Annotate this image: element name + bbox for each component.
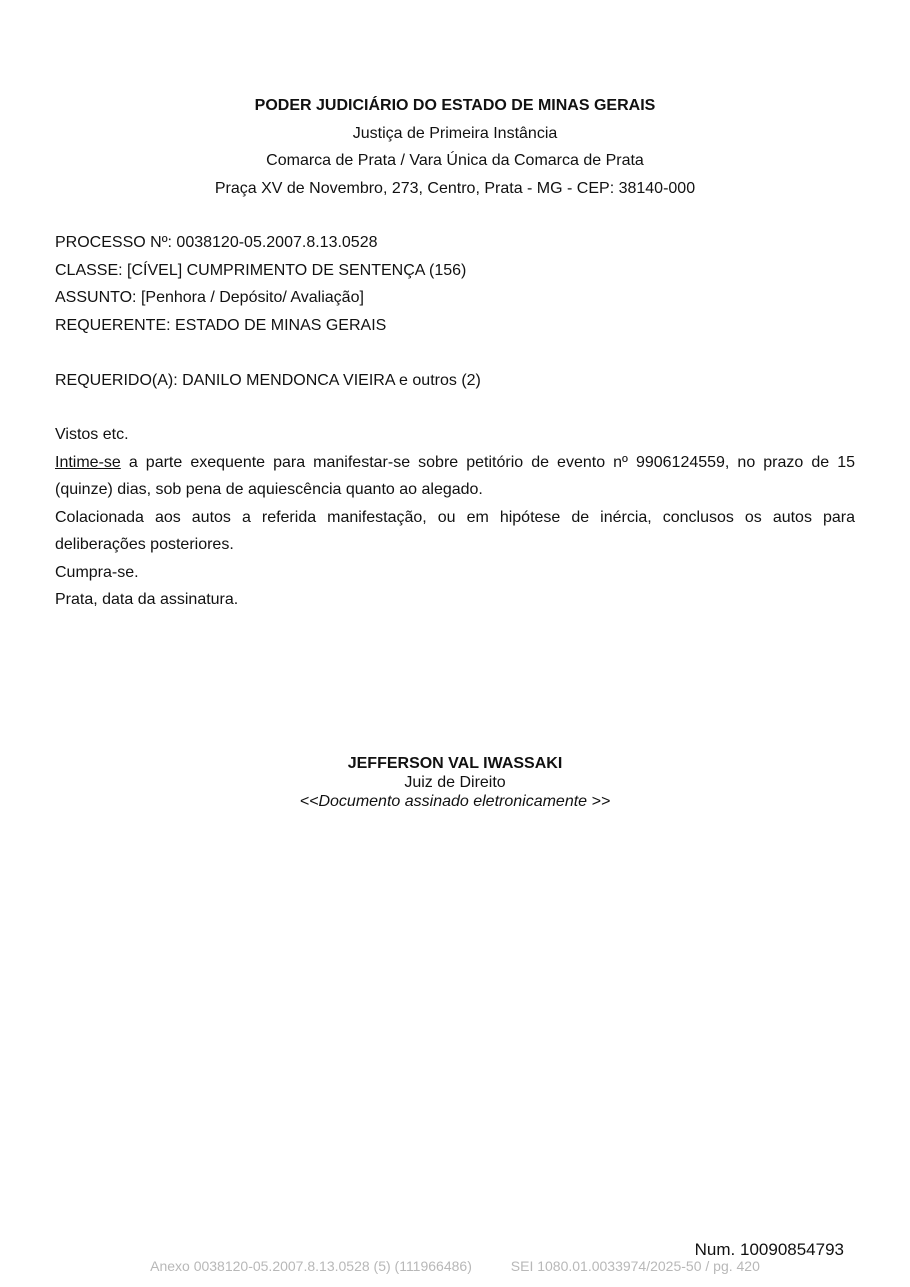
decision-body — [55, 421, 855, 614]
document-header — [0, 92, 910, 202]
judge-name: JEFFERSON VAL IWASSAKI — [347, 755, 563, 772]
intimation-text: a parte exequente para manifestar-se sobre petitório de evento nº 9906124559, no prazo de 15 (quinze) dias, sob pena de aquiescência quanto ao alegado. — [55, 453, 855, 498]
opening-line: Vistos etc. — [55, 426, 129, 443]
spacer — [55, 339, 855, 367]
sei-reference: SEI 1080.01.0033974/2025-50 / pg. 420 — [510, 1258, 760, 1274]
case-defendant: REQUERIDO(A): DANILO MENDONCA VIEIRA e outros (2) — [55, 371, 481, 389]
court-address: Praça XV de Novembro, 273, Centro, Prata - MG - CEP: 38140-000 — [214, 179, 696, 197]
court-name: PODER JUDICIÁRIO DO ESTADO DE MINAS GERAIS — [254, 97, 656, 114]
case-info — [55, 229, 855, 394]
electronic-signature-note: <<Documento assinado eletronicamente >> — [299, 793, 611, 810]
document-number: Num. 10090854793 — [694, 1240, 844, 1259]
conclusion-paragraph: Colacionada aos autos a referida manifestação, ou em hipótese de inércia, conclusos os autos para deliberações posteriores. — [55, 508, 855, 553]
place-date-line: Prata, data da assinatura. — [55, 591, 239, 608]
court-comarca: Comarca de Prata / Vara Única da Comarca de Prata — [266, 152, 644, 169]
intimation-keyword: Intime-se — [55, 453, 121, 471]
case-number: PROCESSO Nº: 0038120-05.2007.8.13.0528 — [55, 234, 378, 251]
compliance-line: Cumpra-se. — [55, 563, 139, 581]
case-class: CLASSE: [CÍVEL] CUMPRIMENTO DE SENTENÇA (156) — [55, 261, 467, 279]
court-instance: Justiça de Primeira Instância — [352, 124, 558, 142]
annex-reference: Anexo 0038120-05.2007.8.13.0528 (5) (111966486) — [150, 1258, 472, 1274]
signature-block — [0, 754, 910, 811]
page-footer — [0, 1257, 910, 1275]
case-subject: ASSUNTO: [Penhora / Depósito/ Avaliação] — [55, 289, 364, 306]
intimation-paragraph — [55, 449, 855, 504]
case-plaintiff: REQUERENTE: ESTADO DE MINAS GERAIS — [55, 316, 387, 334]
judge-role: Juiz de Direito — [404, 774, 506, 791]
